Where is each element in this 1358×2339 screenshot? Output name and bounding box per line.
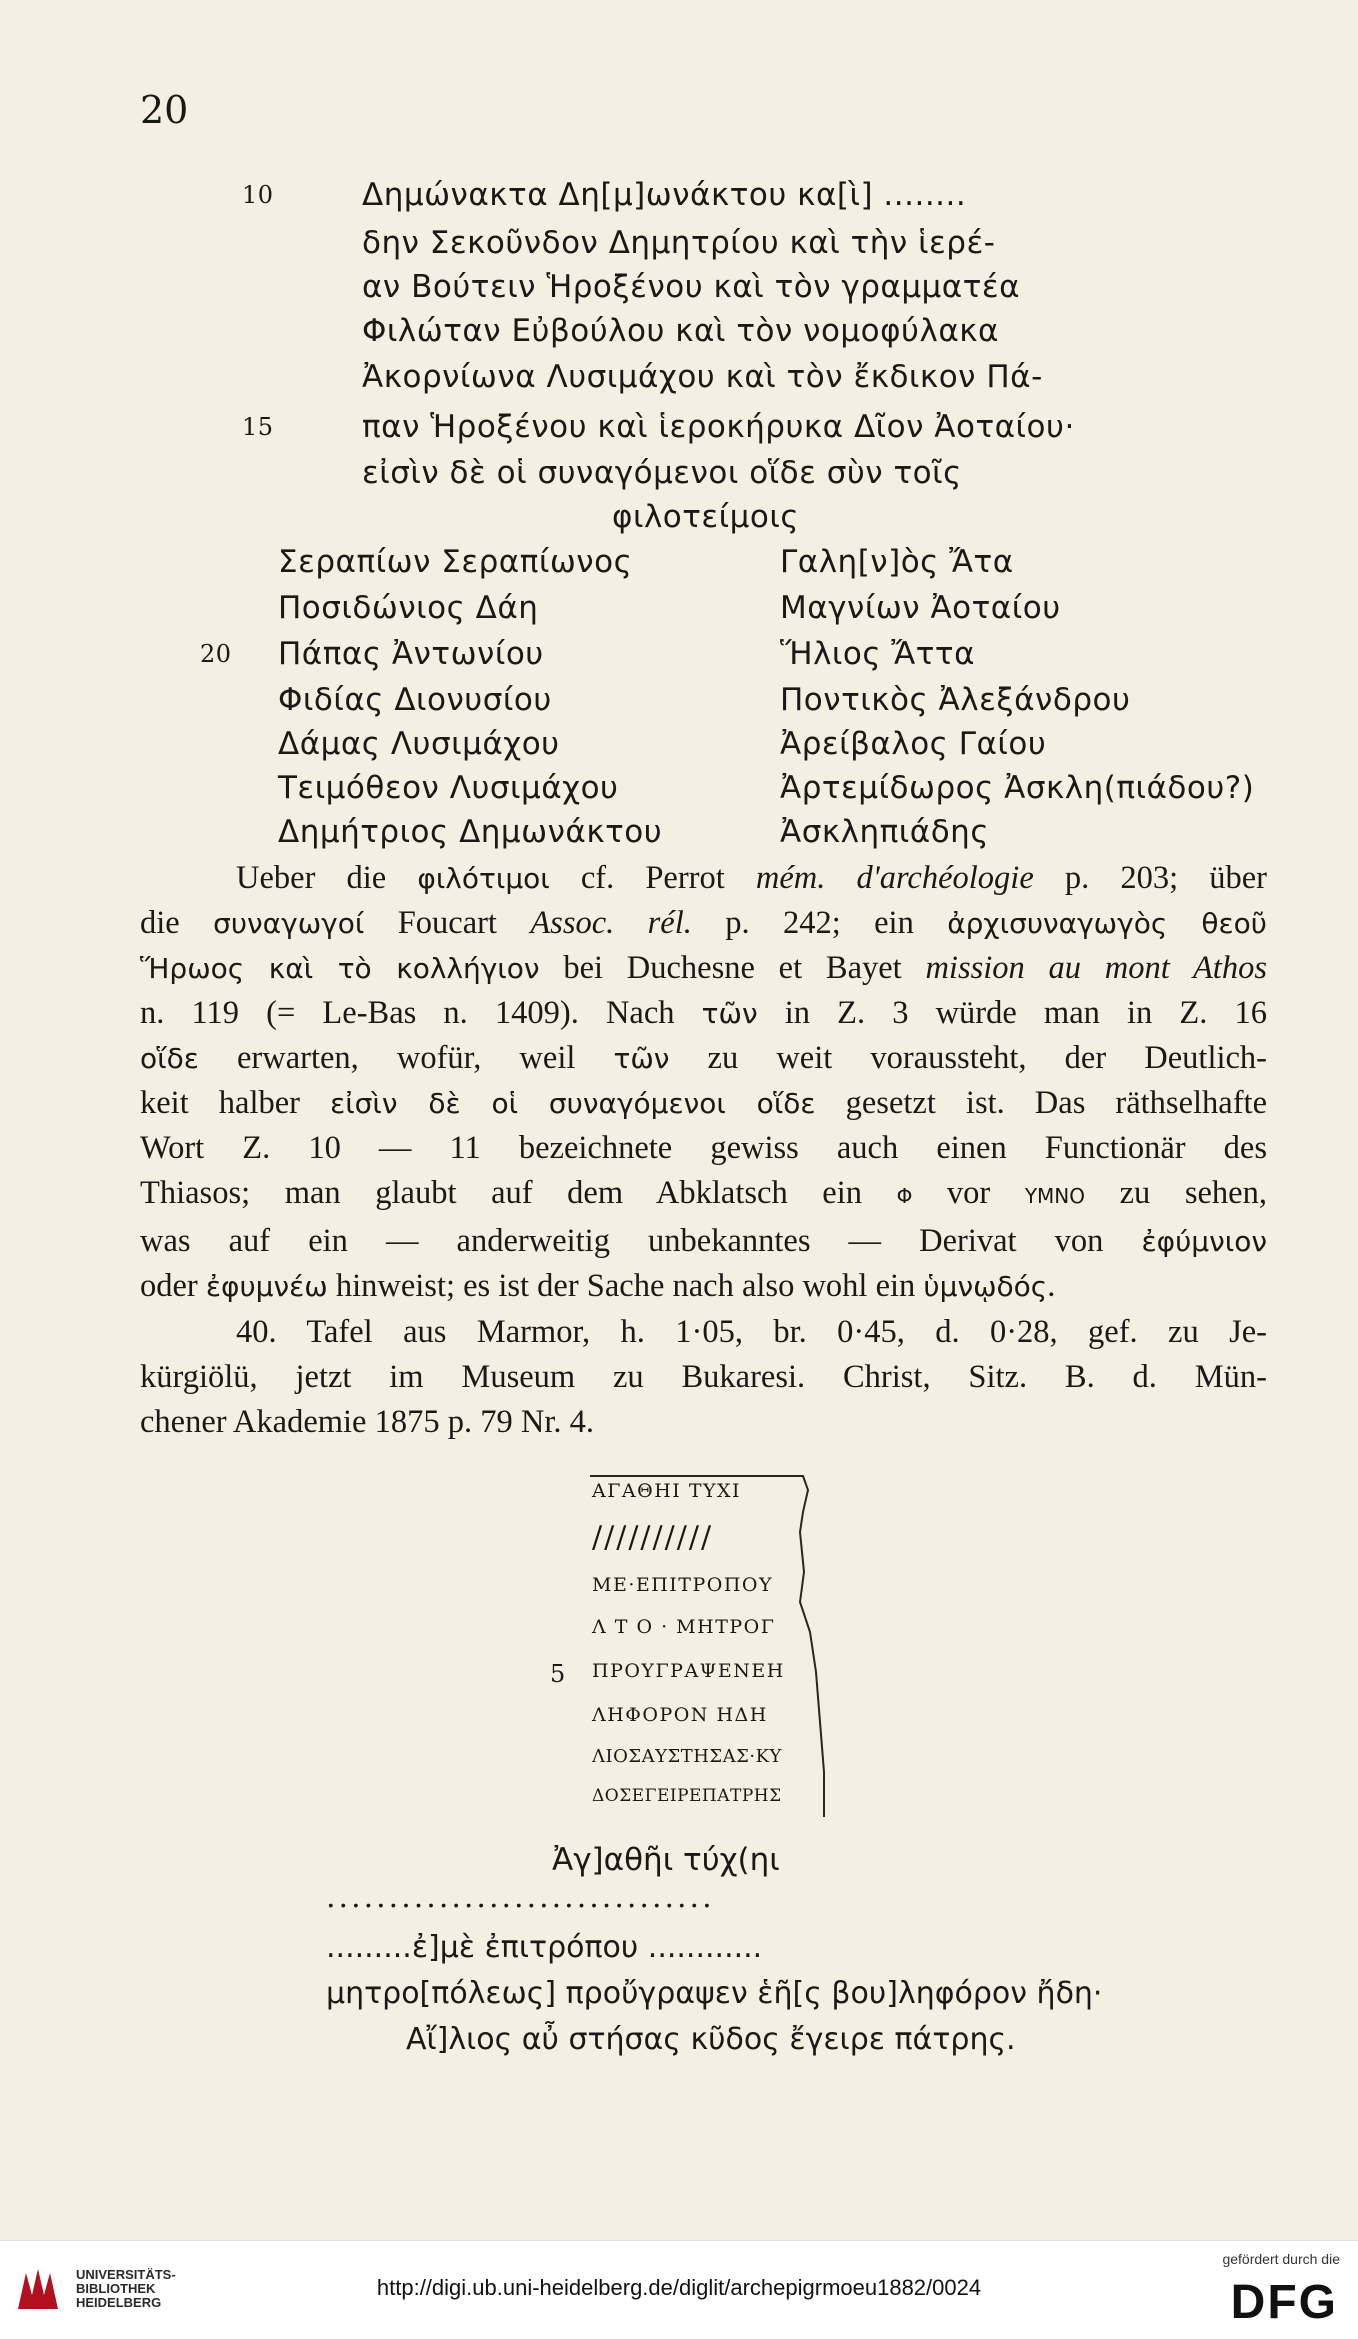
inscription-line: ΛΗΦΟΡΟΝ ΗΔΗ <box>592 1704 768 1726</box>
dfg-logo: DFG <box>1230 2276 1338 2329</box>
greek-line: Φιλώταν Εὐβούλου καὶ τὸν νομοφύλακα <box>362 313 999 349</box>
page-number: 20 <box>140 88 189 132</box>
restoration-heading: Ἀγ]αθῆι τύχ(ηι <box>552 1842 780 1878</box>
greek-line: εἰσὶν δὲ οἱ συναγόμενοι οἵδε σὺν τοῖς <box>362 455 962 491</box>
source-url-link[interactable]: http://digi.ub.uni-heidelberg.de/diglit/archepigrmoeu1882/0024 <box>376 2275 982 2300</box>
name-right: Ποντικὸς Ἀλεξάνδρου <box>780 682 1131 718</box>
text-line: n. 119 (= Le-Bas n. 1409). Nach τῶν in Z. 3 würde man in Z. 16 <box>140 995 1267 1031</box>
text-line: was auf ein — anderweitig unbekanntes — Derivat von ἐφύμνιον <box>140 1223 1267 1259</box>
name-left: Σεραπίων Σεραπίωνος <box>278 544 633 580</box>
text-line: keit halber εἰσὶν δὲ οἱ συναγόμενοι οἵδε gesetzt ist. Das räthselhafte <box>140 1085 1267 1121</box>
greek-line: αν Βούτειν Ἡροξένου καὶ τὸν γραμματέα <box>362 269 1021 305</box>
greek-line: φιλοτείμοις <box>612 499 800 535</box>
line-number: 10 <box>242 181 274 209</box>
footer-bar <box>0 2240 1358 2339</box>
text-line: 40. Tafel aus Marmor, h. 1·05, br. 0·45, d. 0·28, gef. zu Je- <box>236 1314 1267 1350</box>
library-name: UNIVERSITÄTS- BIBLIOTHEK HEIDELBERG <box>76 2267 176 2310</box>
entry-40-paragraph <box>140 1310 1267 1445</box>
greek-line: παν Ἡροξένου καὶ ἱεροκήρυκα Δῖον Ἀοταίου· <box>362 409 1075 445</box>
inscription-line: ΛΙΟΣΑΥΣΤΗΣΑΣ·ΚΥ <box>592 1746 782 1767</box>
name-left: Δημήτριος Δημωνάκτου <box>278 814 663 850</box>
name-left: Τειμόθεον Λυσιμάχου <box>278 770 619 806</box>
text-line: Thiasos; man glaubt auf dem Abklatsch ein Φ vor ΥΜΝΟ zu sehen, <box>140 1175 1267 1211</box>
text-line: oder ἐφυμνέω hinweist; es ist der Sache nach also wohl ein ὑμνῳδός. <box>140 1268 1056 1304</box>
name-left: Πάπας Ἀντωνίου <box>278 636 544 672</box>
inscription-line: ΔΟΣΕΓΕΙΡΕΠΑΤΡΗΣ <box>592 1786 782 1806</box>
line-number: 20 <box>200 640 232 668</box>
greek-line: δην Σεκοῦνδον Δημητρίου καὶ τὴν ἱερέ- <box>362 225 996 261</box>
name-right: Ἥλιος Ἄττα <box>780 636 976 672</box>
name-right: Γαλη[ν]ὸς Ἄτα <box>780 544 1014 580</box>
sponsor-label: gefördert durch die <box>1222 2251 1340 2267</box>
name-right: Ἀρτεμίδωρος Ἀσκλη(πιάδου?) <box>780 770 1255 806</box>
text-line: Ἥρωος καὶ τὸ κολλήγιον bei Duchesne et Bayet mission au mont Athos <box>140 950 1267 986</box>
commentary-paragraph <box>140 856 1267 1309</box>
inscription-line: ΠΡΟΥΓΡΑΨΕΝΕΗ <box>592 1660 785 1682</box>
name-left: Δάμας Λυσιμάχου <box>278 726 560 762</box>
greek-line: Δημώνακτα Δη[μ]ωνάκτου κα[ὶ] ........ <box>362 177 967 213</box>
text-line: kürgiölü, jetzt im Museum zu Bukaresi. Christ, Sitz. B. d. Mün- <box>140 1359 1267 1395</box>
restoration-line: μητρο[πόλεως] προὔγραψεν ἑῆ[ς βου]ληφόρον ἤδη· <box>326 1976 1103 2011</box>
name-right: Μαγνίων Ἀοταίου <box>780 590 1061 626</box>
inscription-line: ΜΕ·ΕΠΙΤΡΟΠΟΥ <box>592 1574 774 1596</box>
text-line: Ueber die φιλότιμοι cf. Perrot mém. d'archéologie p. 203; über <box>236 860 1268 896</box>
text-line: chener Akademie 1875 p. 79 Nr. 4. <box>140 1404 594 1440</box>
name-right: Ἀσκληπιάδης <box>780 814 990 850</box>
name-left: Ποσιδώνιος Δάη <box>278 590 539 626</box>
greek-line: Ἀκορνίωνα Λυσιμάχου καὶ τὸν ἔκδικον Πά- <box>362 359 1043 395</box>
name-left: Φιδίας Διονυσίου <box>278 682 552 718</box>
text-line: die συναγωγοί Foucart Assoc. rél. p. 242; ein ἀρχισυναγωγὸς θεοῦ <box>140 905 1267 941</box>
restoration-dots: ............................... <box>326 1880 715 1915</box>
text-line: Wort Z. 10 — 11 bezeichnete gewiss auch einen Functionär des <box>140 1130 1267 1166</box>
restoration-line: Αἴ]λιος αὖ στήσας κῦδος ἔγειρε πάτρης. <box>406 2022 1016 2057</box>
line-number: 15 <box>242 413 274 441</box>
inscription-line: ////////// <box>592 1520 714 1555</box>
inscription-line: Λ Τ Ο · ΜΗΤΡΟΓ <box>592 1616 776 1638</box>
text-line: οἵδε erwarten, wofür, weil τῶν zu weit voraussteht, der Deutlich- <box>140 1040 1267 1076</box>
inscription-drawing <box>588 1472 838 1827</box>
name-right: Ἀρείβαλος Γαίου <box>780 726 1047 762</box>
inscription-line-number: 5 <box>550 1660 566 1688</box>
inscription-line: ΑΓΑΘΗΙ ΤΥΧΙ <box>592 1480 742 1502</box>
restoration-line: .........ἐ]μὲ ἐπιτρόπου ............ <box>326 1930 763 1965</box>
